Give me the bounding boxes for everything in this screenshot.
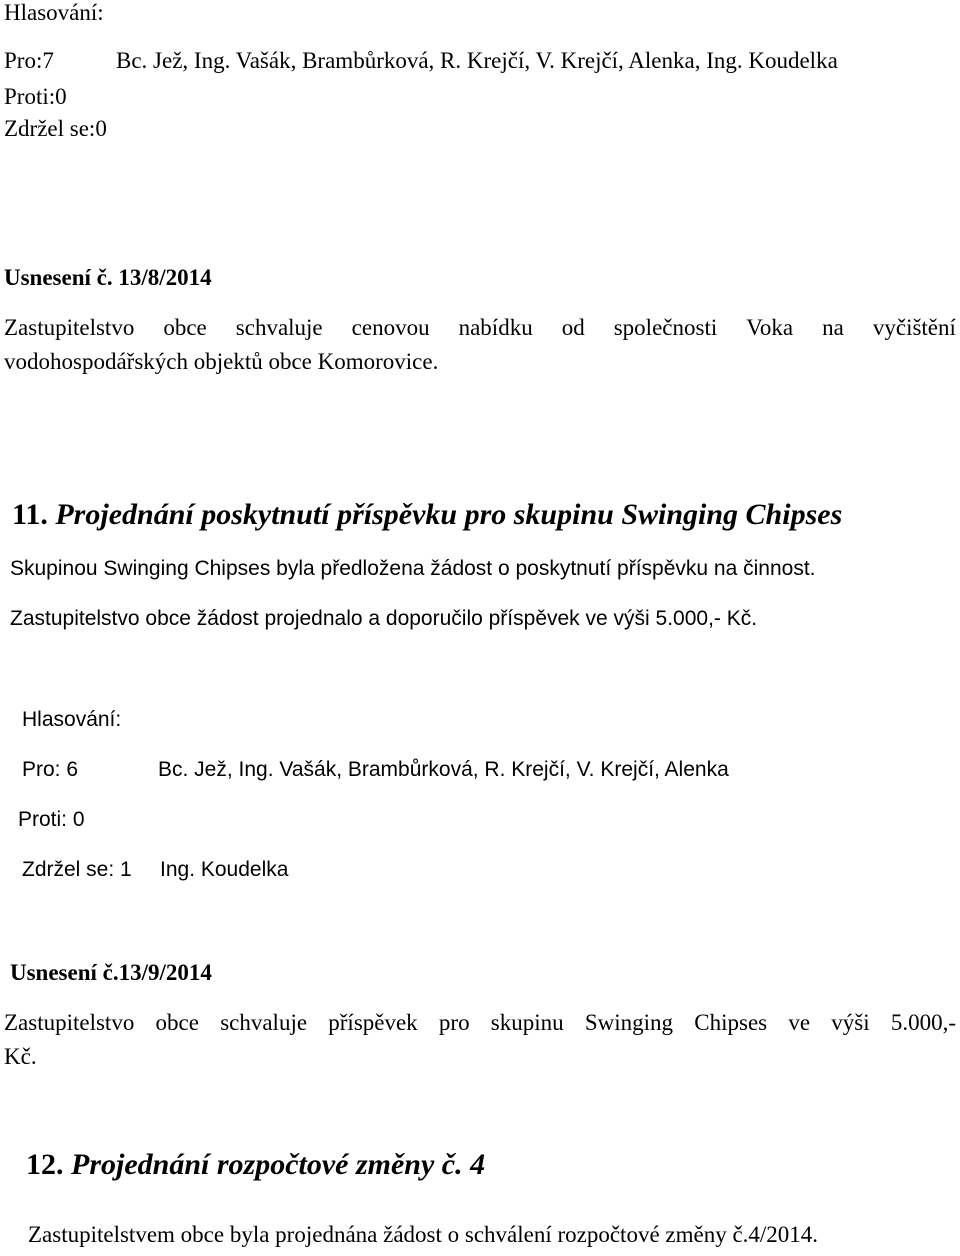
section-number: 12.	[26, 1148, 64, 1181]
resolution-text-line: vodohospodářských objektů obce Komorovice.	[4, 349, 439, 374]
vote-pro-count: Pro: 6	[22, 758, 79, 781]
word: Voka	[746, 315, 794, 340]
word: obce	[163, 315, 207, 340]
section-heading	[12, 498, 842, 532]
word: Zastupitelstvo	[4, 315, 135, 340]
resolution-title: Usnesení č. 13/8/2014	[4, 265, 212, 290]
section-number: 11.	[12, 498, 48, 531]
word: obce	[155, 1010, 199, 1035]
paragraph: Skupinou Swinging Chipses byla předložena žádost o poskytnutí příspěvku na činnost.	[10, 557, 816, 580]
paragraph: Zastupitelstvem obce byla projednána žádost o schválení rozpočtové změny č.4/2014.	[28, 1222, 819, 1247]
resolution-text-line	[4, 1010, 956, 1036]
word: Swinging	[584, 1010, 674, 1035]
word: Chipses	[694, 1010, 768, 1035]
word: společnosti	[613, 315, 718, 340]
vote-pro-count: Pro:7	[4, 48, 54, 73]
vote-zdrzel-count: Zdržel se:0	[4, 116, 107, 141]
word: skupinu	[490, 1010, 564, 1035]
vote-pro-names: Bc. Jež, Ing. Vašák, Brambůrková, R. Krejčí, V. Krejčí, Alenka	[158, 758, 729, 781]
word: schvaluje	[220, 1010, 308, 1035]
resolution-text-line	[4, 315, 956, 341]
vote-zdrzel-count: Zdržel se: 1	[22, 858, 132, 881]
word: příspěvek	[328, 1010, 418, 1035]
word: ve	[788, 1010, 811, 1035]
vote-label: Hlasování:	[22, 708, 122, 731]
word: 5.000,-	[890, 1010, 956, 1035]
paragraph: Zastupitelstvo obce žádost projednalo a doporučilo příspěvek ve výši 5.000,- Kč.	[10, 607, 758, 630]
section-title: Projednání poskytnutí příspěvku pro skupinu Swinging Chipses	[55, 498, 843, 531]
vote-zdrzel-names: Ing. Koudelka	[160, 858, 289, 881]
resolution-title: Usnesení č.13/9/2014	[10, 960, 212, 985]
vote-pro-names: Bc. Jež, Ing. Vašák, Brambůrková, R. Krejčí, V. Krejčí, Alenka, Ing. Koudelka	[116, 48, 838, 73]
vote-label: Hlasování:	[4, 0, 104, 25]
word: na	[822, 315, 844, 340]
word: vyčištění	[872, 315, 956, 340]
section-heading	[26, 1148, 485, 1182]
vote-proti-count: Proti: 0	[18, 808, 85, 831]
section-title: Projednání rozpočtové změny č. 4	[71, 1148, 486, 1181]
word: pro	[438, 1010, 470, 1035]
word: výši	[831, 1010, 870, 1035]
word: cenovou	[351, 315, 430, 340]
word: od	[561, 315, 585, 340]
word: schvaluje	[235, 315, 323, 340]
resolution-text-line: Kč.	[4, 1044, 37, 1069]
word: nabídku	[458, 315, 533, 340]
vote-proti-count: Proti:0	[4, 84, 67, 109]
word: Zastupitelstvo	[4, 1010, 135, 1035]
